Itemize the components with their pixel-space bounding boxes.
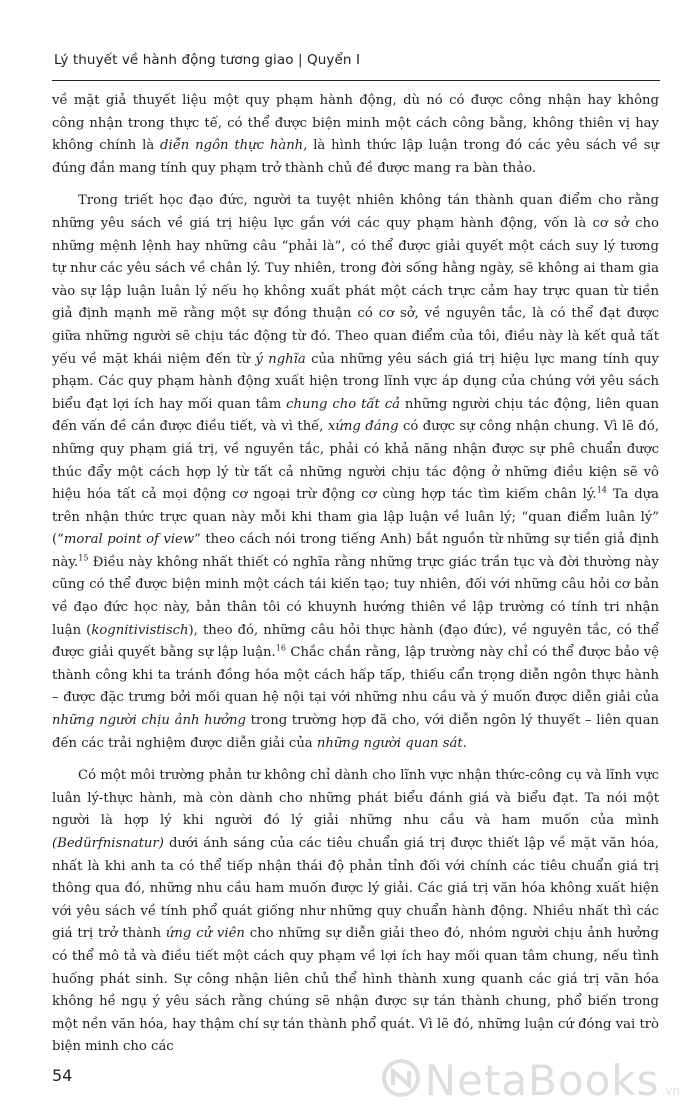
netabooks-logo-icon: [381, 1058, 421, 1102]
text-run: .: [462, 735, 467, 751]
page-body: [52, 90, 659, 1069]
text-run: dưới ánh sáng của các tiêu chuẩn giá trị được thiết lập về mặt văn hóa, nhất là khi anh ta có thể tiếp nhận thái độ phản tỉnh đối với chính các tiêu chuẩn giá trị thông qua đó, những nhu cầu ham muốn được lý giải. Các giá trị văn hóa không xuất hiện với yêu sách về tính phổ quát giống như những quy chuẩn hành động. Nhiều nhất thì các giá trị trở thành: [52, 836, 659, 942]
text-run: Trong triết học đạo đức, người ta tuyệt nhiên không tán thành quan điểm cho rằng những yêu sách về giá trị hiệu lực gắn với các quy phạm hành động, vốn là cơ sở cho những mệnh lệnh hay những câu “phải là”, có thể được giải quyết một cách suy lý tương tự như các yêu sách về chân lý. Tuy nhiên, trong đời sống hằng ngày, sẽ không ai tham gia vào sự lập luận luân lý nếu họ không xuất phát một cách trực cảm hay trực quan từ tiền giả định mạnh mẽ rằng một sự đồng thuận có cơ sở, về nguyên tắc, là có thể đạt được giữa những người sẽ chịu tác động từ đó. Theo quan điểm của tôi, điều này là kết quả tất yếu về mặt khái niệm đến từ: [52, 193, 659, 367]
text-run: cho những sự diễn giải theo đó, nhóm người chịu ảnh hưởng có thể mô tả và điều tiết một cách quy phạm về lợi ích hay mối quan tâm chung, nếu tình huống phát sinh. Sự công nhận liên chủ thể hình thành xung quanh các giá trị văn hóa không hề ngụ ý yêu sách rằng chúng sẽ nhận được sự tán thành chung, phổ biến trong một nền văn hóa, hay thậm chí sự tán thành phổ quát. Vì lẽ đó, những luận cứ đóng vai trò biện minh cho các: [52, 926, 659, 1055]
italic-run: kognitivistisch: [91, 622, 189, 638]
footnote-ref[interactable]: 16: [275, 643, 286, 653]
italic-run: những người chịu ảnh hưởng: [52, 713, 246, 729]
text-run: Chắc chắn rằng, lập trường này chỉ có thể được bảo vệ thành công khi ta tránh đồng hóa một cách hấp tấp, thiếu cẩn trọng diễn ngôn thực hành – được đặc trưng bởi mối quan hệ nội tại với những nhu cầu và ý muốn được diễn giải của: [52, 645, 659, 706]
text-run: Có một môi trường phản tư không chỉ dành cho lĩnh vực nhận thức-công cụ và lĩnh vực luân lý-thực hành, mà còn dành cho những phát biểu đánh giá và biểu đạt. Ta nói một người là hợp lý khi người đó lý giải những nhu cầu và ham muốn của mình: [52, 768, 659, 829]
watermark: [381, 1050, 680, 1110]
text-run: ” theo cách nói trong tiếng Anh) bắt nguồn từ những sự tiền giả định này.: [52, 532, 659, 570]
text-run: của những yêu sách giá trị hiệu lực mang tính quy phạm. Các quy phạm hành động xuất hiện trong lĩnh vực áp dụng của chúng với yêu sách biểu đạt lợi ích hay mối quan tâm: [52, 351, 659, 412]
italic-run: xứng đáng: [327, 419, 399, 435]
watermark-suffix: .vn: [661, 1084, 680, 1098]
footnote-ref[interactable]: 15: [78, 553, 89, 563]
paragraph-3: [52, 765, 659, 1059]
paragraph-2: [52, 190, 659, 755]
watermark-brand: NetaBooks: [424, 1055, 660, 1105]
text-run: , là hình thức lập luận trong đó các yêu sách về sự đúng đắn mang tính quy phạm trở thành chủ đề được mang ra bàn thảo.: [52, 138, 659, 176]
italic-run: những người quan sát: [316, 735, 463, 751]
text-run: trong trường hợp đã cho, với diễn ngôn lý thuyết – liên quan đến các trải nghiệm được diễn giải của: [52, 713, 659, 751]
text-run: về mặt giả thuyết liệu một quy phạm hành động, dù nó có được công nhận hay không công nhận trong thực tế, có thể được biện minh một cách công bằng, không thiên vị hay không chính là: [52, 93, 659, 154]
header-rule: [52, 80, 660, 81]
italic-run: chung cho tất cả: [286, 396, 400, 412]
running-header: Lý thuyết về hành động tương giao | Quyển I: [54, 52, 361, 68]
paragraph-1: [52, 90, 659, 180]
text-run: Ta dựa trên nhận thức trực quan này mỗi khi tham gia lập luận về luân lý; “quan điểm luân lý” (“: [52, 487, 659, 548]
text-run: có được sự công nhận chung. Vì lẽ đó, những quy phạm giá trị, về nguyên tắc, phải có khả năng nhận được sự phê chuẩn được thúc đẩy một cách hợp lý từ tất cả những người chịu tác động ở những điều kiện sẽ vô hiệu hóa tất cả mọi động cơ ngoại trừ động cơ cùng hợp tác tìm kiếm chân lý.: [52, 419, 660, 503]
italic-run: moral point of view: [63, 532, 195, 548]
italic-run: ứng cử viên: [165, 926, 245, 942]
footnote-ref[interactable]: 14: [596, 485, 607, 495]
italic-run: diễn ngôn thực hành: [160, 138, 304, 154]
italic-run: ý nghĩa: [255, 351, 306, 367]
text-run: Điều này không nhất thiết có nghĩa rằng những trực giác trần tục và đời thường này cũng có thể được biện minh một cách tái kiến tạo; tuy nhiên, đối với những câu hỏi cơ bản về đạo đức học này, bản thân tôi có khuynh hướng thiên về lập trường có tính tri nhận luận (: [52, 554, 659, 638]
italic-run: (Bedürfnisnatur): [52, 836, 164, 851]
page-number: 54: [52, 1066, 73, 1085]
text-run: những người chịu tác động, liên quan đến vấn đề cần được điều tiết, và vì thế,: [52, 396, 659, 435]
text-run: ), theo đó, những câu hỏi thực hành (đạo đức), về nguyên tắc, có thể được giải quyết bằng sự lập luận.: [52, 622, 660, 661]
